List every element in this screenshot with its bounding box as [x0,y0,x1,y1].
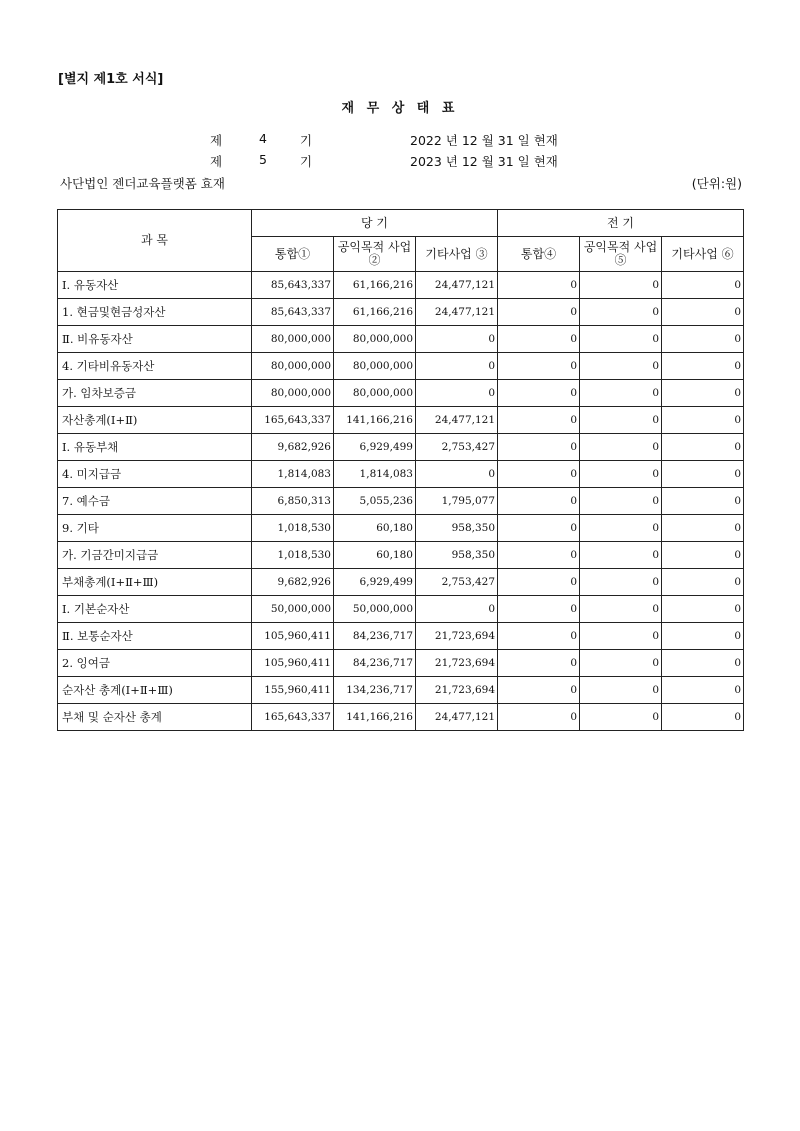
amount-cell: 0 [498,380,580,407]
amount-cell: 6,929,499 [334,569,416,596]
amount-cell: 0 [580,515,662,542]
table-row [58,326,744,353]
table-row [58,353,744,380]
amount-cell: 0 [498,596,580,623]
table-row [58,623,744,650]
amount-cell: 0 [580,299,662,326]
amount-cell: 165,643,337 [252,407,334,434]
amount-cell: 0 [498,515,580,542]
amount-cell: 50,000,000 [252,596,334,623]
table-row [58,461,744,488]
amount-cell: 0 [498,299,580,326]
previous-period-header: 전 기 [498,210,744,237]
amount-cell: 134,236,717 [334,677,416,704]
amount-cell: 9,682,926 [252,569,334,596]
period-date: 2023 년 12 월 31 일 현재 [410,154,558,169]
amount-cell: 0 [662,569,744,596]
row-label: Ⅰ. 유동부채 [58,434,252,461]
row-label: 가. 기금간미지급금 [58,542,252,569]
amount-cell: 0 [498,650,580,677]
amount-cell: 60,180 [334,515,416,542]
organization-name: 사단법인 젠더교육플랫폼 효재 [60,176,225,191]
amount-cell: 0 [498,677,580,704]
amount-cell: 1,018,530 [252,542,334,569]
table-row [58,488,744,515]
amount-cell: 0 [580,488,662,515]
amount-cell: 24,477,121 [416,272,498,299]
table-row [58,380,744,407]
amount-cell: 24,477,121 [416,407,498,434]
amount-cell: 84,236,717 [334,623,416,650]
amount-cell: 2,753,427 [416,569,498,596]
amount-cell: 1,814,083 [252,461,334,488]
amount-cell: 0 [662,488,744,515]
table-row [58,569,744,596]
amount-cell: 24,477,121 [416,704,498,731]
row-label: 9. 기타 [58,515,252,542]
amount-cell: 105,960,411 [252,623,334,650]
amount-cell: 61,166,216 [334,299,416,326]
amount-cell: 0 [498,353,580,380]
amount-cell: 0 [416,596,498,623]
amount-cell: 0 [580,569,662,596]
amount-cell: 141,166,216 [334,704,416,731]
amount-cell: 0 [662,272,744,299]
amount-cell: 85,643,337 [252,299,334,326]
amount-cell: 0 [662,677,744,704]
period-number: 5 [259,152,267,167]
amount-cell: 21,723,694 [416,677,498,704]
amount-cell: 0 [580,623,662,650]
amount-cell: 80,000,000 [252,353,334,380]
amount-cell: 50,000,000 [334,596,416,623]
table-row [58,299,744,326]
period-label: 제 [210,154,223,169]
amount-cell: 0 [580,272,662,299]
period-date: 2022 년 12 월 31 일 현재 [410,133,558,148]
amount-cell: 6,850,313 [252,488,334,515]
amount-cell: 80,000,000 [252,380,334,407]
amount-cell: 80,000,000 [334,380,416,407]
item-header: 과 목 [58,210,252,272]
amount-cell: 24,477,121 [416,299,498,326]
amount-cell: 5,055,236 [334,488,416,515]
amount-cell: 0 [498,569,580,596]
amount-cell: 958,350 [416,542,498,569]
amount-cell: 0 [416,353,498,380]
period-suffix: 기 [300,133,313,148]
row-label: 7. 예수금 [58,488,252,515]
amount-cell: 80,000,000 [252,326,334,353]
amount-cell: 0 [662,461,744,488]
amount-cell: 0 [580,407,662,434]
row-label: 부채총계(Ⅰ+Ⅱ+Ⅲ) [58,569,252,596]
amount-cell: 0 [662,380,744,407]
amount-cell: 2,753,427 [416,434,498,461]
amount-cell: 0 [498,272,580,299]
amount-cell: 0 [580,650,662,677]
amount-cell: 85,643,337 [252,272,334,299]
row-label: 순자산 총계(Ⅰ+Ⅱ+Ⅲ) [58,677,252,704]
amount-cell: 0 [662,407,744,434]
sub-header: 통합④ [498,237,580,272]
amount-cell: 0 [580,353,662,380]
sub-header: 공익목적 사업⑤ [580,237,662,272]
table-body [58,272,744,731]
row-label: 1. 현금및현금성자산 [58,299,252,326]
table-row [58,434,744,461]
amount-cell: 0 [662,650,744,677]
amount-cell: 6,929,499 [334,434,416,461]
amount-cell: 0 [416,461,498,488]
table-row [58,704,744,731]
amount-cell: 1,795,077 [416,488,498,515]
row-label: 4. 기타비유동자산 [58,353,252,380]
amount-cell: 0 [662,515,744,542]
amount-cell: 165,643,337 [252,704,334,731]
amount-cell: 0 [662,434,744,461]
table-row [58,677,744,704]
amount-cell: 0 [498,488,580,515]
amount-cell: 0 [662,353,744,380]
row-label: Ⅰ. 유동자산 [58,272,252,299]
amount-cell: 0 [580,434,662,461]
amount-cell: 0 [498,542,580,569]
amount-cell: 0 [498,461,580,488]
period-suffix: 기 [300,154,313,169]
amount-cell: 0 [498,326,580,353]
amount-cell: 0 [580,461,662,488]
amount-cell: 84,236,717 [334,650,416,677]
amount-cell: 0 [416,380,498,407]
form-label: [별지 제1호 서식] [58,72,164,87]
amount-cell: 105,960,411 [252,650,334,677]
amount-cell: 0 [580,596,662,623]
table-row [58,650,744,677]
amount-cell: 0 [416,326,498,353]
document-title: 재 무 상 태 표 [341,101,459,116]
amount-cell: 0 [498,434,580,461]
amount-cell: 0 [498,407,580,434]
sub-header: 공익목적 사업② [334,237,416,272]
amount-cell: 0 [662,704,744,731]
amount-cell: 0 [580,704,662,731]
row-label: 가. 임차보증금 [58,380,252,407]
amount-cell: 0 [498,704,580,731]
amount-cell: 0 [580,542,662,569]
row-label: 4. 미지급금 [58,461,252,488]
row-label: 부채 및 순자산 총계 [58,704,252,731]
row-label: 2. 잉여금 [58,650,252,677]
amount-cell: 61,166,216 [334,272,416,299]
table-row [58,542,744,569]
table-row [58,596,744,623]
row-label: 자산총계(Ⅰ+Ⅱ) [58,407,252,434]
amount-cell: 958,350 [416,515,498,542]
amount-cell: 9,682,926 [252,434,334,461]
amount-cell: 1,814,083 [334,461,416,488]
amount-cell: 60,180 [334,542,416,569]
amount-cell: 141,166,216 [334,407,416,434]
period-number: 4 [259,131,267,146]
amount-cell: 0 [662,542,744,569]
amount-cell: 80,000,000 [334,326,416,353]
amount-cell: 0 [662,596,744,623]
period-label: 제 [210,133,223,148]
table-row [58,515,744,542]
table-row [58,272,744,299]
amount-cell: 0 [662,623,744,650]
table-row [58,407,744,434]
amount-cell: 21,723,694 [416,623,498,650]
row-label: Ⅱ. 비유동자산 [58,326,252,353]
unit-label: (단위:원) [691,176,742,191]
sub-header: 기타사업 ③ [416,237,498,272]
amount-cell: 0 [662,326,744,353]
amount-cell: 155,960,411 [252,677,334,704]
sub-header: 기타사업 ⑥ [662,237,744,272]
amount-cell: 0 [580,326,662,353]
sub-header: 통합① [252,237,334,272]
current-period-header: 당 기 [252,210,498,237]
amount-cell: 1,018,530 [252,515,334,542]
financial-position-table [57,209,744,731]
amount-cell: 0 [662,299,744,326]
row-label: Ⅱ. 보통순자산 [58,623,252,650]
row-label: Ⅰ. 기본순자산 [58,596,252,623]
amount-cell: 0 [580,380,662,407]
amount-cell: 21,723,694 [416,650,498,677]
amount-cell: 0 [580,677,662,704]
amount-cell: 80,000,000 [334,353,416,380]
amount-cell: 0 [498,623,580,650]
